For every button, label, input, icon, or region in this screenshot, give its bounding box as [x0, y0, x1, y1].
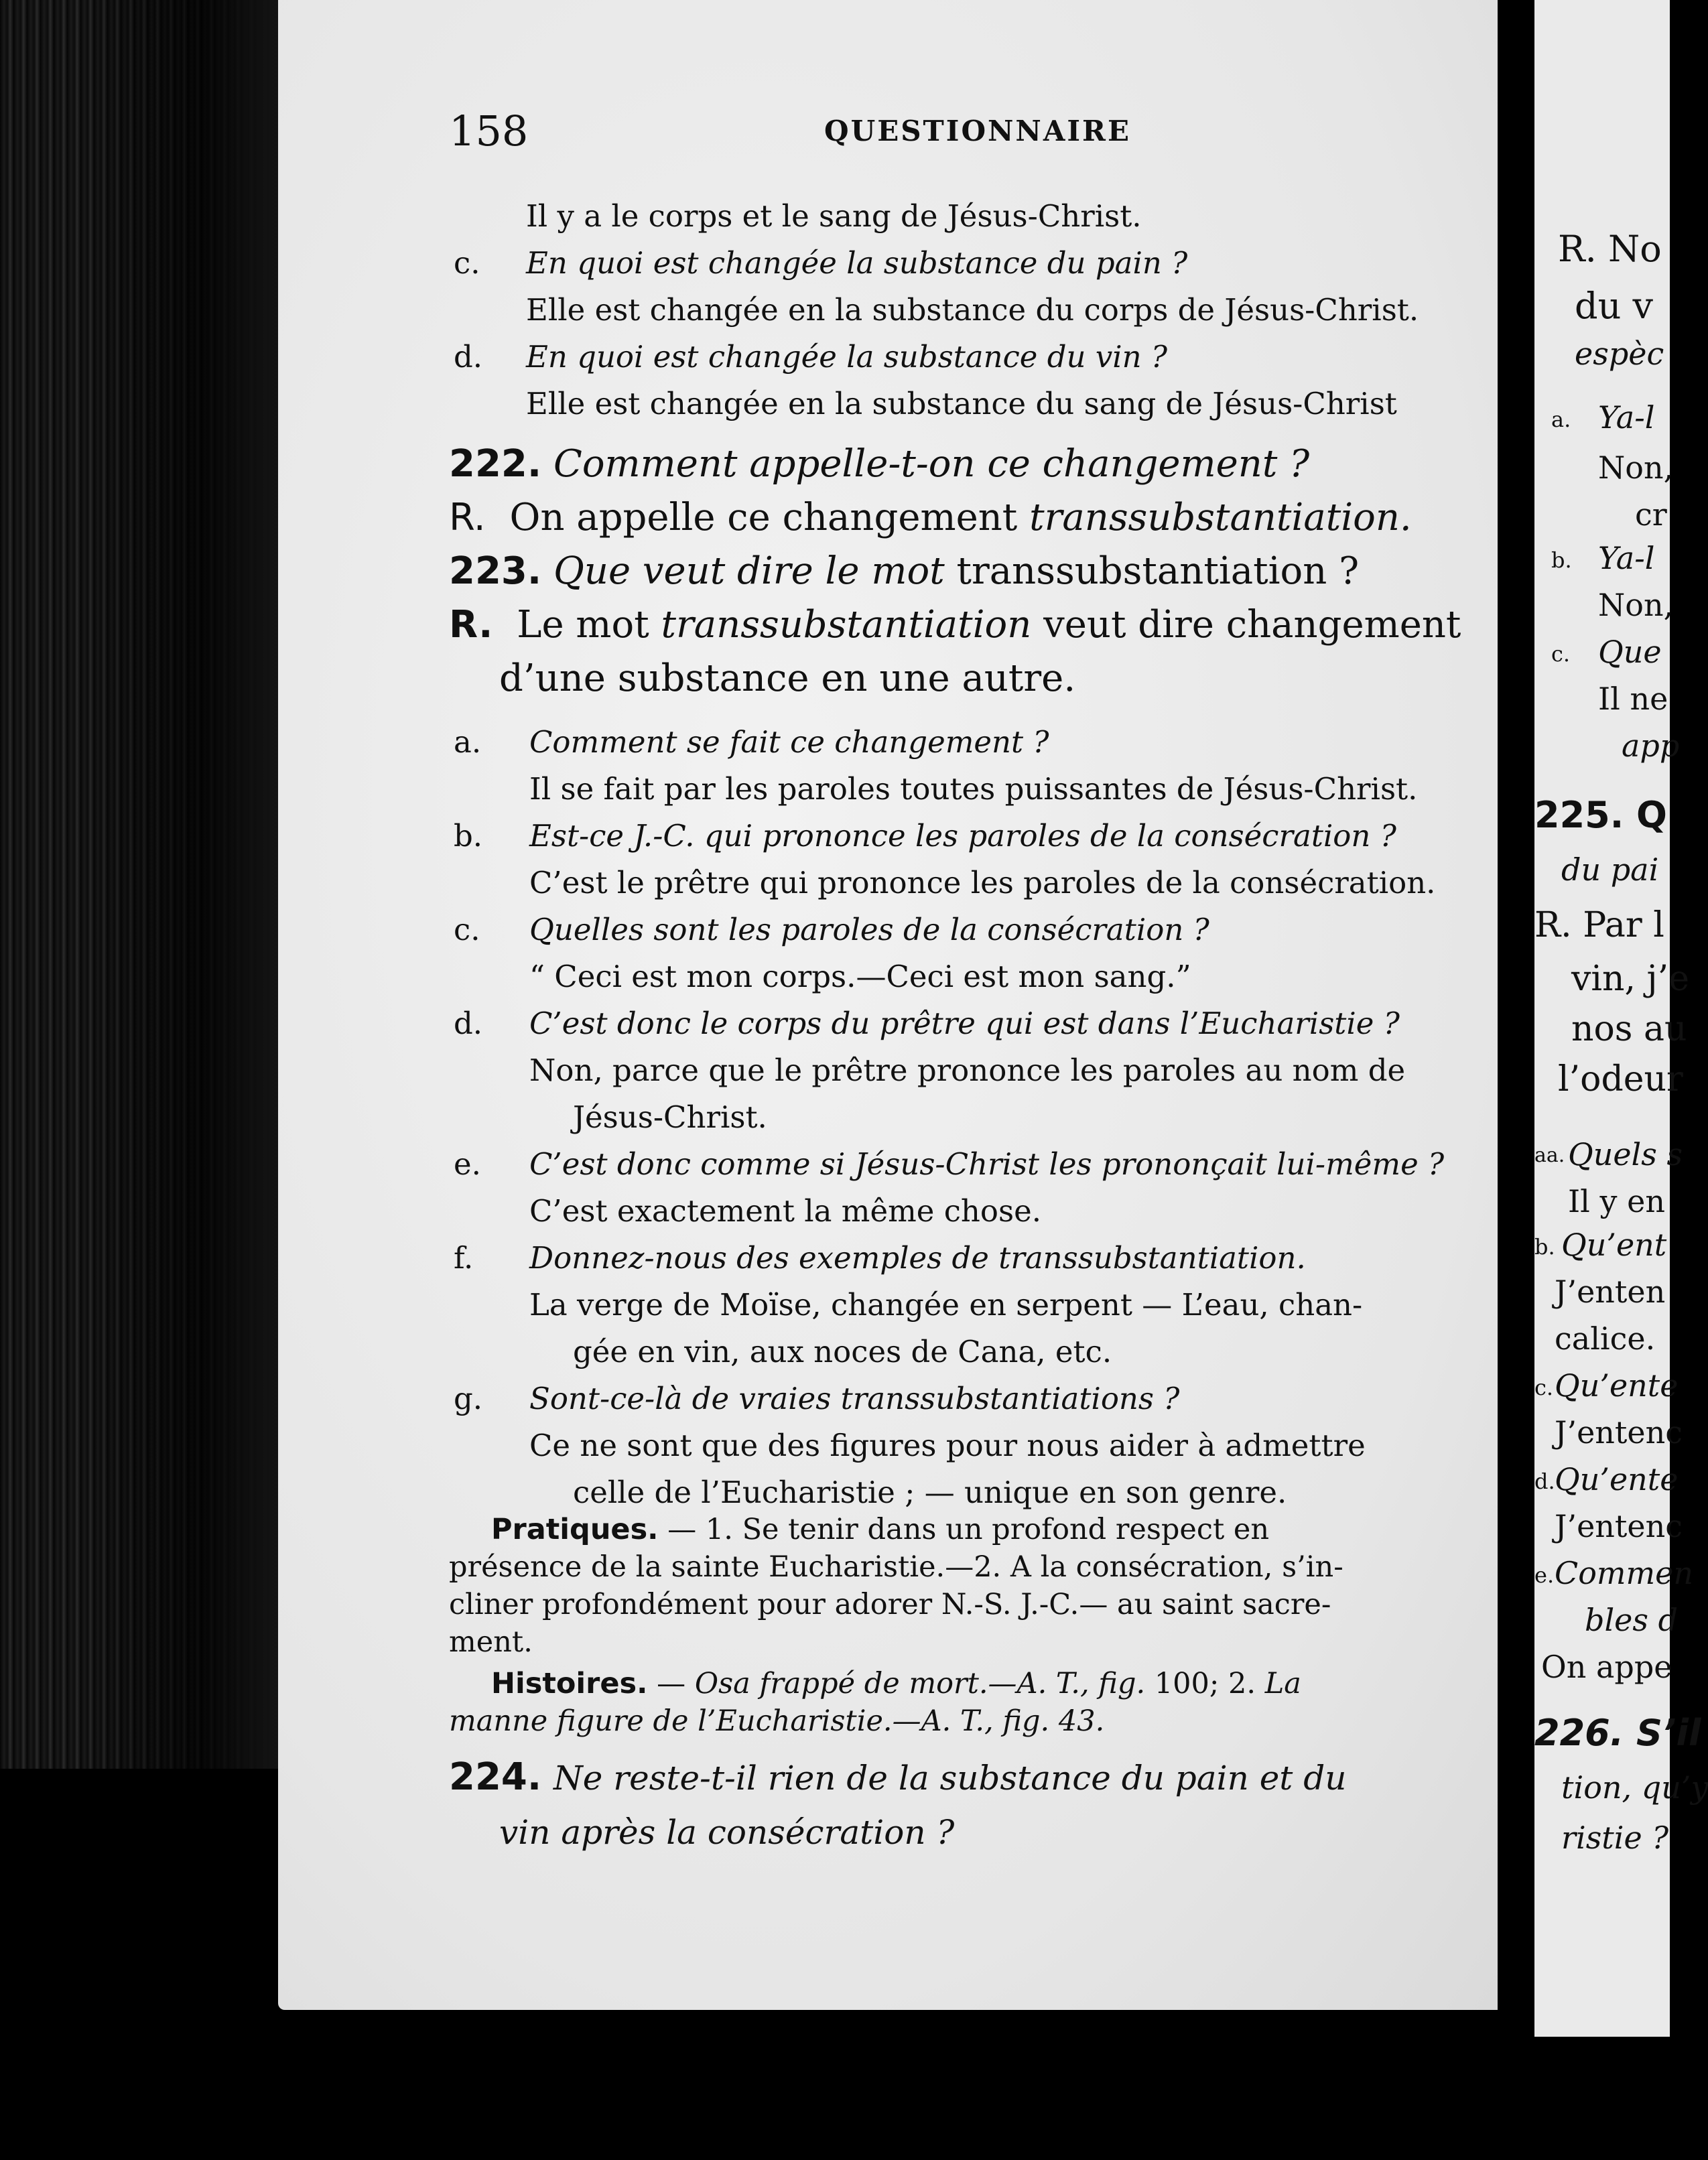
answer-label: R. [449, 496, 486, 539]
text-fragment: R. No [1558, 228, 1662, 270]
answer-text: C’est exactement la même chose. [529, 1193, 1042, 1229]
answer-continuation: d’une substance en une autre. [499, 657, 1076, 700]
text-fragment: ristie ? [1561, 1820, 1669, 1856]
text-fragment: Que [1598, 634, 1662, 670]
text-fragment: Il y en [1568, 1183, 1665, 1219]
answer-label: R. [449, 603, 493, 647]
text-fragment: 226. S’il [1534, 1712, 1701, 1754]
item-label: d. [1534, 1469, 1555, 1494]
pratiques-line [491, 1515, 1269, 1544]
question-text: Donnez-nous des exemples de transsubstantiation. [529, 1240, 1306, 1276]
text-fragment: tion, qu’y [1561, 1769, 1708, 1806]
question-text: vin après la consécration ? [499, 1813, 955, 1852]
text-fragment: du v [1575, 285, 1654, 327]
answer-text: Non, parce que le prêtre prononce les paroles au nom de [529, 1053, 1406, 1088]
item-label: a. [454, 724, 482, 760]
answer-text: Elle est changée en la substance du corps de Jésus-Christ. [526, 292, 1419, 328]
book-gutter [1498, 0, 1534, 2160]
question-text: Comment se fait ce changement ? [529, 724, 1049, 760]
item-label: b. [454, 818, 483, 854]
text-fragment: Commen [1555, 1555, 1693, 1591]
text-fragment: bles d [1585, 1602, 1679, 1638]
answer-text: Elle est changée en la substance du sang de Jésus-Christ [526, 386, 1397, 421]
text-fragment: nos au [1571, 1009, 1687, 1049]
histoires-text: — [647, 1667, 695, 1700]
question-text: En quoi est changée la substance du vin ? [526, 339, 1168, 375]
question-text: En quoi est changée la substance du pain ? [526, 245, 1188, 281]
text-fragment: Non, [1598, 450, 1674, 486]
text-fragment: du pai [1561, 852, 1659, 888]
question-223 [449, 549, 1360, 593]
answer-text: Ce ne sont que des figures pour nous aider à admettre [529, 1428, 1366, 1463]
question-text: Quelles sont les paroles de la consécration ? [529, 912, 1209, 947]
answer-text: La verge de Moïse, changée en serpent — L’eau, chan- [529, 1287, 1363, 1323]
question-number: 224. [449, 1755, 542, 1799]
answer-text: C’est le prêtre qui prononce les paroles de la consécration. [529, 865, 1436, 900]
question-text: Sont-ce-là de vraies transsubstantiations ? [529, 1381, 1180, 1416]
book-page-left [278, 0, 1498, 2010]
pratiques-text: ment. [449, 1625, 533, 1659]
question-text: Que veut dire le mot [553, 549, 957, 593]
item-label: c. [454, 245, 480, 281]
pratiques-label: Pratiques. [491, 1513, 659, 1546]
book-page-right [1534, 0, 1708, 2037]
histoires-text: 100; 2. [1145, 1667, 1265, 1700]
histoires-text: manne figure de l’Eucharistie.—A. T., fig. 43. [449, 1704, 1105, 1738]
item-label: c. [1551, 641, 1571, 667]
item-label: b. [1534, 1234, 1555, 1260]
text-fragment: Qu’ent [1561, 1227, 1667, 1263]
answer-emphasis: transsubstantiation [661, 603, 1032, 647]
text-fragment: Qu’ente [1555, 1367, 1679, 1404]
text-line: Il y a le corps et le sang de Jésus-Christ. [526, 198, 1142, 234]
item-label: g. [454, 1381, 483, 1416]
text-fragment: Ya-l [1598, 540, 1655, 576]
question-text: C’est donc comme si Jésus-Christ les prononçait lui-même ? [529, 1146, 1445, 1182]
histoires-text: La [1264, 1667, 1301, 1700]
answer-text: celle de l’Eucharistie ; — unique en son genre. [573, 1475, 1287, 1510]
text-fragment: espèc [1575, 336, 1664, 372]
item-label: c. [454, 912, 480, 947]
answer-text: veut dire changement [1031, 603, 1461, 647]
answer-text: Il se fait par les paroles toutes puissantes de Jésus-Christ. [529, 771, 1418, 807]
histoires-label: Histoires. [491, 1667, 648, 1700]
answer-text: “ Ceci est mon corps.—Ceci est mon sang.” [529, 959, 1191, 994]
answer-text: Jésus-Christ. [573, 1099, 767, 1135]
text-fragment: l’odeur [1558, 1059, 1683, 1099]
text-fragment: vin, j’e [1571, 959, 1689, 999]
text-fragment: app [1622, 728, 1680, 764]
question-222 [449, 442, 1310, 486]
question-text: Ne reste-t-il rien de la substance du pain et du [553, 1759, 1347, 1798]
item-label: e. [1534, 1562, 1555, 1588]
item-label: d. [454, 339, 483, 375]
text-fragment: cr [1635, 496, 1667, 533]
text-fragment: On appe [1541, 1649, 1672, 1685]
answer-text: gée en vin, aux noces de Cana, etc. [573, 1334, 1112, 1369]
question-number: 222. [449, 442, 542, 486]
pratiques-text: présence de la sainte Eucharistie.—2. A la consécration, s’in- [449, 1550, 1343, 1584]
answer-text: On appelle ce changement [509, 496, 1030, 539]
text-fragment: Quels s [1568, 1136, 1683, 1172]
question-224 [449, 1755, 1347, 1799]
answer-emphasis: transsubstantiation. [1029, 496, 1412, 539]
answer-text: Le mot [517, 603, 661, 647]
text-fragment: J’entenc [1555, 1508, 1683, 1544]
text-fragment: Qu’ente [1555, 1461, 1679, 1497]
text-fragment: J’enten [1555, 1274, 1666, 1310]
item-label: c. [1534, 1375, 1554, 1400]
page-number: 158 [449, 107, 529, 155]
text-fragment: 225. Q [1534, 794, 1667, 836]
text-fragment: calice. [1555, 1321, 1656, 1357]
item-label: b. [1551, 547, 1572, 573]
pratiques-text: — 1. Se tenir dans un profond respect en [658, 1513, 1270, 1546]
histoires-line [491, 1667, 1301, 1700]
text-fragment: Ya-l [1598, 399, 1655, 435]
question-number: 223. [449, 549, 542, 593]
pratiques-text: cliner profondément pour adorer N.-S. J.-C.— au saint sacre- [449, 1588, 1331, 1621]
question-text: C’est donc le corps du prêtre qui est dans l’Eucharistie ? [529, 1006, 1400, 1041]
text-fragment: Non, [1598, 587, 1674, 623]
item-label: aa. [1534, 1144, 1565, 1167]
text-fragment: J’entenc [1555, 1414, 1683, 1450]
text-fragment: R. Par l [1534, 905, 1664, 945]
item-label: d. [454, 1006, 483, 1041]
text-fragment: Il ne [1598, 681, 1668, 717]
item-label: a. [1551, 407, 1571, 432]
item-label: e. [454, 1146, 481, 1182]
answer-223 [449, 603, 1461, 647]
question-text: Est-ce J.-C. qui prononce les paroles de la consécration ? [529, 818, 1396, 854]
answer-222 [449, 496, 1412, 539]
item-label: f. [454, 1240, 474, 1276]
histoires-text: Osa frappé de mort.—A. T., fig. [694, 1667, 1146, 1700]
question-term: transsubstantiation ? [956, 549, 1360, 593]
running-header: QUESTIONNAIRE [824, 115, 1131, 147]
question-text: Comment appelle-t-on ce changement ? [553, 442, 1310, 486]
